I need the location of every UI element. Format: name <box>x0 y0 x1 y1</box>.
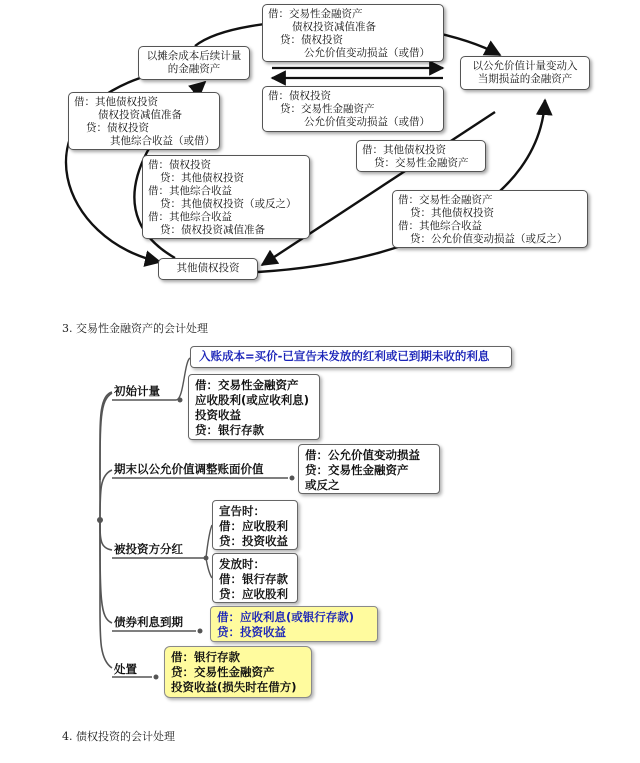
trunk-node <box>97 517 103 523</box>
entry-line: 借：交易性金融资产 <box>195 378 299 392</box>
declared-entry-box <box>212 500 298 550</box>
entry-line: 借：交易性金融资产 <box>398 194 493 206</box>
entry-line: 贷：投资收益 <box>219 534 288 548</box>
box-line: 当期损益的金融资产 <box>477 73 573 85</box>
period-end-label: 期末以公允价值调整账面价值 <box>114 462 264 476</box>
entry-line: 贷：公允价值变动损益（或反之） <box>410 233 568 245</box>
entry-line: 借：其他综合收益 <box>148 185 232 197</box>
disposal-entry-box <box>164 646 312 698</box>
initial-entry-box <box>188 374 320 440</box>
node-dividend <box>204 556 209 561</box>
entry-line: 投资收益(损失时在借方) <box>171 680 297 694</box>
branch-initial <box>100 393 112 480</box>
trunk-upper <box>100 392 112 668</box>
left-entry-box <box>68 92 220 150</box>
entry-line: 贷：债权投资 <box>280 34 343 46</box>
entry-line: 贷：交易性金融资产 <box>171 665 275 679</box>
amortized-cost-box <box>138 46 250 80</box>
entry-line: 公允价值变动损益（或借） <box>304 116 430 128</box>
node-period <box>290 476 295 481</box>
entry-line: 借：其他债权投资 <box>362 144 446 156</box>
other-debt-box <box>158 258 258 280</box>
interest-entry-box <box>210 606 378 642</box>
entry-line: 贷：应收股利 <box>219 587 288 601</box>
entry-line: 债权投资减值准备 <box>292 21 376 33</box>
dividend-label: 被投资方分红 <box>114 542 183 556</box>
interest-label: 债券利息到期 <box>114 615 183 629</box>
entry-line: 借：交易性金融资产 <box>268 8 363 20</box>
right-entry2-box <box>392 190 588 248</box>
entry-line: 借：银行存款 <box>219 572 288 586</box>
branch-period <box>100 470 112 520</box>
entry-line: 借：其他债权投资 <box>74 96 158 108</box>
entry-line: 贷：银行存款 <box>195 423 264 437</box>
cost-header-box <box>190 346 512 368</box>
box-line: 以公允价值计量变动入 <box>472 60 578 72</box>
entry-line: 借：银行存款 <box>171 650 240 664</box>
cost-header-text: 入账成本=买价-已宣告未发放的红利或已到期未收的利息 <box>199 349 490 363</box>
box-line: 以摊余成本后续计量 <box>146 50 242 62</box>
entry-line: 借：其他综合收益 <box>148 211 232 223</box>
initial-label: 初始计量 <box>114 384 160 398</box>
disposal-label: 处置 <box>114 662 137 676</box>
top-entry-box <box>262 4 444 62</box>
entry-line: 贷：交易性金融资产 <box>374 157 469 169</box>
entry-line: 借：应收利息(或银行存款) <box>217 610 355 624</box>
node-disposal <box>154 675 159 680</box>
entry-line: 贷：其他债权投资 <box>160 172 244 184</box>
entry-line: 投资收益 <box>195 408 241 422</box>
entry-line: 公允价值变动损益（或借） <box>304 47 430 59</box>
section-4-heading: 4. 债权投资的会计处理 <box>62 730 175 743</box>
entry-line: 贷：其他债权投资（或反之） <box>160 198 297 210</box>
fvtpl-box <box>460 56 590 90</box>
entry-line: 贷：交易性金融资产 <box>305 463 409 477</box>
right-entry1-box <box>356 140 486 172</box>
branch-interest <box>100 520 112 623</box>
branch-dividend <box>100 520 112 550</box>
entry-line: 或反之 <box>305 478 340 492</box>
paid-entry-box <box>212 553 298 603</box>
entry-line: 发放时： <box>219 557 265 571</box>
entry-line: 贷：其他债权投资 <box>410 207 494 219</box>
node-initial <box>178 398 183 403</box>
entry-line: 借：债权投资 <box>148 159 211 171</box>
entry-line: 宣告时： <box>219 504 265 518</box>
entry-line: 借：应收股利 <box>219 519 288 533</box>
entry-line: 债权投资减值准备 <box>98 109 182 121</box>
entry-line: 贷：投资收益 <box>217 625 286 639</box>
entry-line: 贷：债权投资 <box>86 122 149 134</box>
box-line: 的金融资产 <box>167 63 221 75</box>
entry-line: 借：公允价值变动损益 <box>305 448 420 462</box>
entry-line: 其他综合收益（或借） <box>110 135 215 147</box>
entry-line: 借：其他综合收益 <box>398 220 482 232</box>
entry-line: 贷：债权投资减值准备 <box>160 224 265 236</box>
entry-line: 应收股利(或应收利息) <box>195 393 310 407</box>
box-line: 其他债权投资 <box>176 262 240 274</box>
entry-line: 贷：交易性金融资产 <box>280 103 375 115</box>
node-interest <box>198 629 203 634</box>
entry-line: 借：债权投资 <box>268 90 331 102</box>
center-entry-box <box>142 155 310 239</box>
section-3-heading: 3. 交易性金融资产的会计处理 <box>62 322 208 335</box>
period-end-entry-box <box>298 444 440 494</box>
mid-entry-box <box>262 86 444 132</box>
